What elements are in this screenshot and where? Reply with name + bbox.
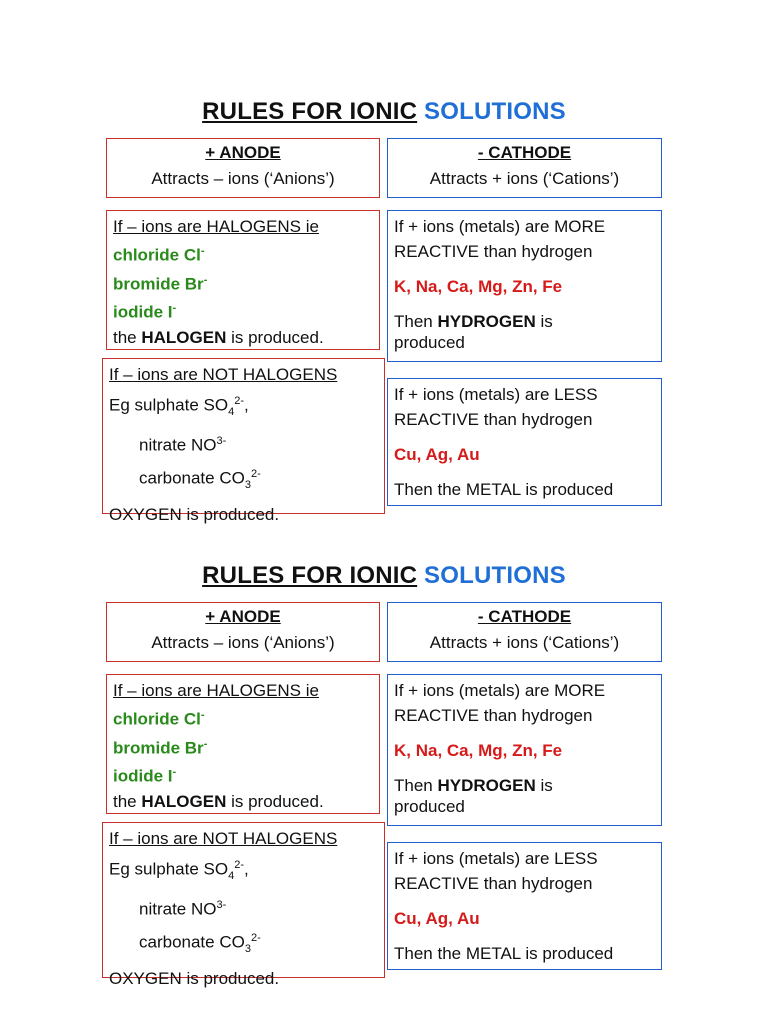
carbonate-line: carbonate $CO_3^{2-}$ [139,467,261,491]
iodide-line: iodide I- [113,766,177,786]
not-halogens-intro: If – ions are NOT HALOGENS [109,829,338,848]
bromide-line: bromide Br- [113,273,208,294]
anode-box [106,602,380,662]
oxygen-result: OXYGEN is produced. [109,504,280,524]
nitrate-line: nitrate $NO^{3-}$ [139,899,227,919]
cathode-heading: - CATHODE [477,143,572,162]
anode-heading: + ANODE [205,143,281,162]
chloride-line: chloride Cl- [113,245,205,265]
halogens-intro: If – ions are HALOGENS ie [113,217,319,236]
page-title: RULES FOR IONIC SOLUTIONS [202,562,566,589]
cathode-box [387,602,662,662]
less-reactive-box: If + ions (metals) are LESS REACTIVE than hydrogen Cu, Ag, Au Then the METAL is produced [387,378,662,506]
halogens-box [106,674,380,814]
less-reactive-box: If + ions (metals) are LESS REACTIVE than hydrogen Cu, Ag, Au Then the METAL is produced [387,842,662,970]
carbonate-line: carbonate $CO_3^{2-}$ [139,931,261,955]
page-title: RULES FOR IONIC SOLUTIONS [202,98,566,125]
halogens-intro: If – ions are HALOGENS ie [113,681,319,700]
not-halogens-intro: If – ions are NOT HALOGENS [109,365,338,384]
cathode-box [387,138,662,198]
chloride-line: chloride Cl- [113,709,205,729]
cathode-sub: Attracts + ions (‘Cations’) [429,169,620,188]
iodide-line: iodide I- [113,302,177,322]
sulphate-line: Eg sulphate $SO_4^{2-}$, [109,395,249,419]
nitrate-line: nitrate $NO^{3-}$ [139,435,227,455]
more-reactive-metals: K, Na, Ca, Mg, Zn, Fe [394,277,563,296]
bromide-line: bromide Br- [113,737,208,758]
not-halogens-box [102,358,385,524]
not-halogens-box [102,822,385,988]
anode-sub: Attracts – ions (‘Anions’) [151,169,335,188]
more-reactive-metals: K, Na, Ca, Mg, Zn, Fe [394,741,563,760]
oxygen-result: OXYGEN is produced. [109,968,280,988]
sheet-2 [0,562,768,1002]
anode-box [106,138,380,198]
halogens-box [106,210,380,350]
more-reactive-box: If + ions (metals) are MORE REACTIVE than hydrogen K, Na, Ca, Mg, Zn, Fe Then HYDROGEN is produced [387,210,662,362]
halogen-result: the HALOGEN is produced. [113,791,324,811]
less-reactive-metals: Cu, Ag, Au [394,909,480,928]
sulphate-line: Eg sulphate $SO_4^{2-}$, [109,859,249,883]
cathode-heading: - CATHODE [477,607,572,626]
halogen-result: the HALOGEN is produced. [113,327,324,347]
less-reactive-metals: Cu, Ag, Au [394,445,480,464]
cathode-sub: Attracts + ions (‘Cations’) [429,633,620,652]
sheet-1 [0,98,768,538]
anode-sub: Attracts – ions (‘Anions’) [151,633,335,652]
anode-heading: + ANODE [205,607,281,626]
more-reactive-box: If + ions (metals) are MORE REACTIVE than hydrogen K, Na, Ca, Mg, Zn, Fe Then HYDROGEN is produced [387,674,662,826]
